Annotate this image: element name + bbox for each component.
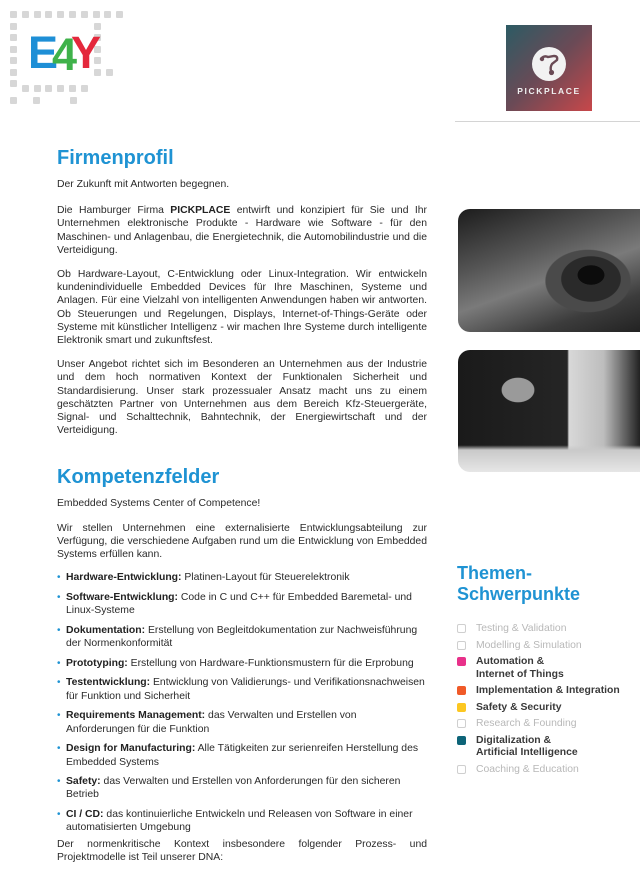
filled-square-icon (457, 686, 466, 695)
item-term: Testentwicklung: (66, 677, 151, 689)
item-term: Dokumentation: (66, 624, 146, 636)
themen-item (457, 640, 640, 653)
kompetenzfelder-title: Kompetenzfelder (57, 466, 220, 489)
item-desc: Entwicklung von Validierungs- und Verifikationsnachweisen für Funktion und Sicherheit (66, 677, 425, 702)
e4y-logo-text (28, 27, 96, 80)
logo-dot (22, 85, 29, 92)
firmenprofil-title: Firmenprofil (57, 147, 174, 169)
list-item (57, 676, 427, 702)
bullet-icon: • (57, 657, 61, 669)
logo-dot (10, 80, 17, 87)
empty-checkbox-icon (457, 765, 466, 774)
bullet-icon: • (57, 677, 61, 689)
themen-item-label: Research & Founding (476, 718, 577, 729)
item-desc: Erstellung von Begleitdokumentation zur Nachweisführung der Normenkonformität (66, 624, 418, 650)
empty-checkbox-icon (457, 624, 466, 633)
logo-letter-4: 4 (52, 29, 72, 80)
list-item (57, 742, 427, 768)
logo-dot (93, 11, 100, 18)
item-term: Hardware-Entwicklung: (66, 572, 182, 584)
item-term: Design for Manufacturing: (66, 743, 196, 755)
logo-dot (34, 11, 41, 18)
circuit-board-image (458, 209, 640, 332)
logo-dot (106, 69, 113, 76)
themen-item (457, 718, 640, 731)
p1-text-post: entwirft und konzipiert für Sie und Ihr Unternehmen elektronische Produkte - Hardware wie Software - für den Maschinen- und Anlagenbau, die Energietechnik, die Automobilindustrie und die Verteidigung. (57, 205, 427, 256)
logo-dot (57, 11, 64, 18)
logo-dot (22, 11, 29, 18)
main-column (57, 146, 427, 864)
themen-item-label: Coaching & Education (476, 763, 579, 775)
firmenprofil-paragraph-1 (57, 204, 427, 257)
logo-dot (10, 23, 17, 30)
item-desc: Alle Tätigkeiten zur serienreifen Herstellung des Embedded Systems (66, 743, 419, 768)
e4y-logo (8, 8, 126, 103)
list-item (57, 775, 427, 801)
logo-dot (69, 11, 76, 18)
bullet-icon: • (57, 710, 61, 722)
item-term: CI / CD: (66, 809, 104, 821)
themen-item (457, 685, 640, 698)
kompetenzfelder-intro: Wir stellen Unternehmen eine externalisierte Entwicklungsabteilung zur Verfügung, die verschiedene Aufgaben rund um die Entwicklung von Embedded Systems erfüllen kann. (57, 522, 427, 561)
themen-item (457, 702, 640, 715)
list-item (57, 808, 427, 834)
themen-item (457, 656, 640, 681)
item-term: Prototyping: (66, 657, 128, 669)
item-desc: Platinen-Layout für Steuerelektronik (181, 572, 350, 584)
logo-dot (10, 34, 17, 41)
logo-dot (10, 46, 17, 53)
logo-dot (57, 85, 64, 92)
list-item (57, 571, 427, 584)
themen-item-label: Safety & Security (476, 701, 562, 713)
logo-dot (70, 97, 77, 104)
logo-dot (34, 85, 41, 92)
bullet-icon: • (57, 743, 61, 755)
filled-square-icon (457, 703, 466, 712)
bullet-icon: • (57, 591, 61, 603)
item-term: Software-Entwicklung: (66, 591, 178, 603)
item-desc: Code in C und C++ für Embedded Baremetal- und Linux-Systeme (66, 591, 412, 617)
company-name: PICKPLACE (170, 205, 231, 217)
item-desc: das kontinuierliche Entwickeln und Releasen von Software in einer automatisierten Umgebung (66, 809, 413, 834)
logo-dot (10, 57, 17, 64)
logo-dot (33, 97, 40, 104)
themen-item-label: Testing & Validation (476, 623, 567, 634)
item-term: Requirements Management: (66, 710, 206, 722)
firmenprofil-tagline: Der Zukunft mit Antworten begegnen. (57, 179, 230, 190)
list-item (57, 657, 427, 670)
list-item (57, 591, 427, 617)
logo-dot (10, 11, 17, 18)
logo-letter-e: E (28, 27, 53, 78)
p1-text-pre: Die Hamburger Firma (57, 205, 171, 217)
logo-letter-y: Y (71, 27, 96, 78)
themen-title-line-2: Schwerpunkte (457, 584, 581, 604)
kompetenzfelder-closing: Der normenkritische Kontext insbesondere folgender Prozess- und Projektmodelle ist Teil unserer DNA: (57, 839, 427, 864)
item-desc: das Verwalten und Erstellen von Anforderungen für den sicheren Betrieb (66, 776, 401, 801)
logo-dot (45, 85, 52, 92)
themen-item (457, 623, 640, 636)
filled-square-icon (457, 736, 466, 745)
filled-square-icon (457, 657, 466, 666)
list-item (57, 709, 427, 735)
logo-dot (81, 11, 88, 18)
pickplace-logo (506, 25, 592, 111)
item-term: Safety: (66, 776, 101, 788)
embedded-module-image (458, 350, 640, 472)
empty-checkbox-icon (457, 641, 466, 650)
themen-item-label: Digitalization & Artificial Intelligence (476, 734, 578, 758)
bullet-icon: • (57, 776, 61, 788)
empty-checkbox-icon (457, 719, 466, 728)
themen-list (457, 623, 640, 776)
bullet-icon: • (57, 572, 61, 584)
themen-title (457, 563, 640, 605)
logo-dot (69, 85, 76, 92)
firmenprofil-paragraph-2: Ob Hardware-Layout, C-Entwicklung oder Linux-Integration. Wir entwickeln kundenindividuelle Embedded Devices für Ihre Maschinen, Systeme und Anlagen. Für eine Vielzahl von intelligenten Anwendungen haben wir antworten. Ob Steuerungen und Regelungen, Displays, Internet-of-Things-Geräte oder Systeme mit künstlicher Intelligenz - wir machen Ihre Systeme durch intelligente Elektronik smart und zukunftsfest. (57, 269, 427, 347)
kompetenzfelder-tagline: Embedded Systems Center of Competence! (57, 498, 261, 510)
bullet-icon: • (57, 624, 61, 636)
logo-dot (81, 85, 88, 92)
item-desc: Erstellung von Hardware-Funktionsmustern für die Erprobung (127, 657, 414, 669)
logo-dot (116, 11, 123, 18)
themen-title-line-1: Themen- (457, 563, 533, 583)
themen-sidebar (457, 563, 640, 780)
logo-dot (45, 11, 52, 18)
bullet-icon: • (57, 809, 61, 821)
themen-item (457, 764, 640, 777)
firmenprofil-paragraph-3: Unser Angebot richtet sich im Besonderen an Unternehmen aus der Industrie und dem hoch normativen Kontext der Funktionalen Sicherheit und Standardisierung. Unser stark prozessualer Ansatz macht uns zu einem geschätzten Partner von Unternehmen aus dem Bereich Kfz-Steuergeräte, Signal- und Schalttechnik, Bahntechnik, der Energiewirtschaft und der Verteidigung. (57, 359, 427, 437)
themen-item (457, 735, 640, 760)
logo-dot (10, 97, 17, 104)
robot-arm-icon (532, 47, 566, 81)
themen-item-label: Implementation & Integration (476, 685, 620, 696)
competence-list (57, 571, 427, 834)
pickplace-wordmark: PICKPLACE (517, 86, 581, 96)
logo-dot (104, 11, 111, 18)
list-item (57, 624, 427, 650)
themen-item-label: Modelling & Simulation (476, 639, 582, 651)
logo-dot (10, 69, 17, 76)
themen-item-label: Automation & Internet of Things (476, 656, 564, 680)
item-desc: das Verwalten und Erstellen von Anforderungen für die Funktion (66, 710, 357, 735)
header-divider (455, 121, 640, 122)
